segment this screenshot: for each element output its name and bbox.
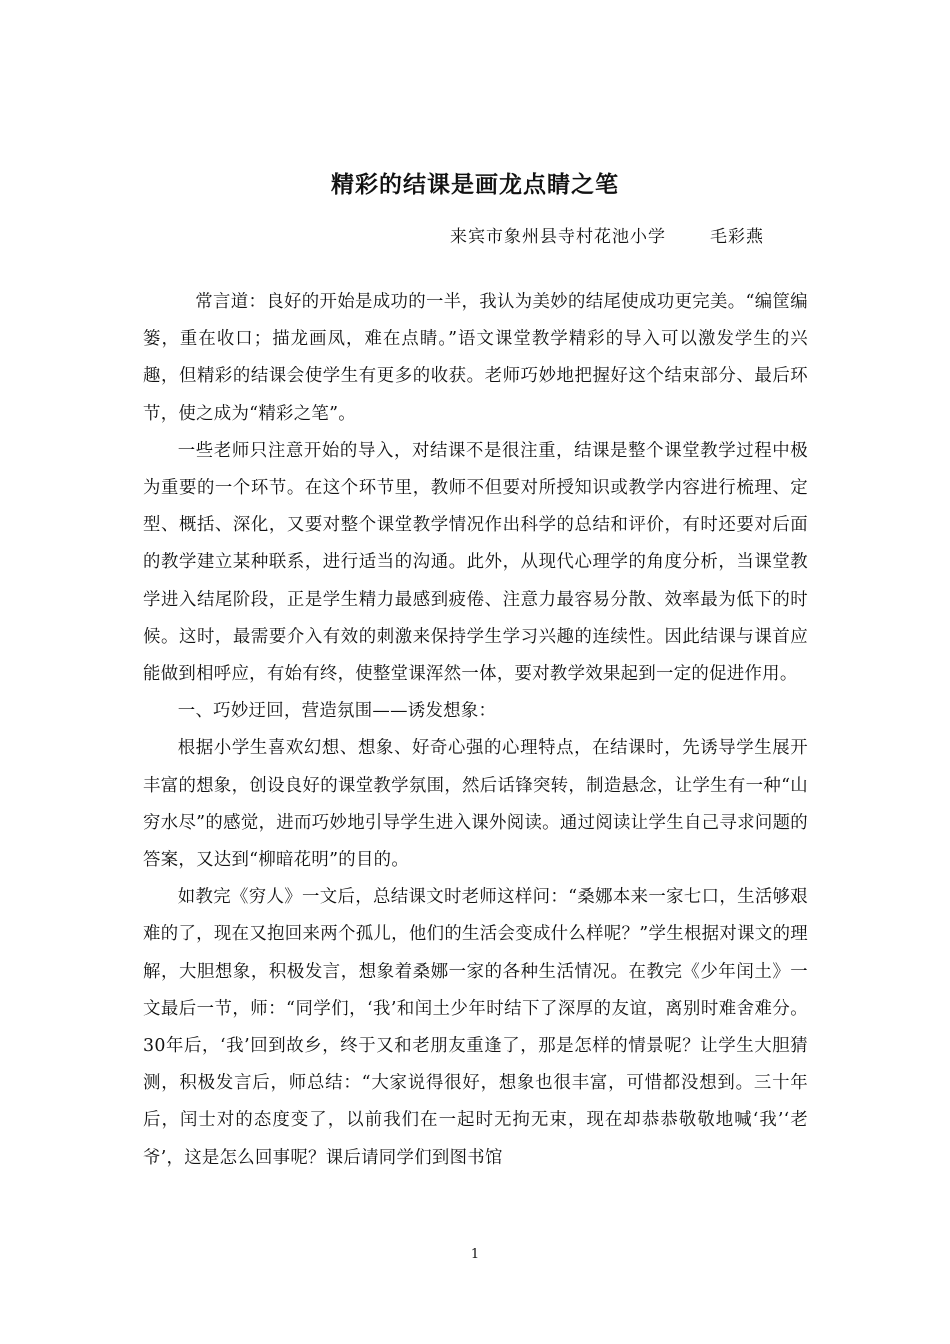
author-name: 毛彩燕 <box>710 227 764 247</box>
document-body <box>143 284 808 1177</box>
paragraph: 如教完《穷人》一文后，总结课文时老师这样问：“桑娜本来一家七口，生活够艰难的了，现在又抱回来两个孤儿，他们的生活会变成什么样呢？”学生根据对课文的理解，大胆想象，积极发言，想象着桑娜一家的各种生活情况。在教完《少年闰土》一文最后一节，师：“同学们，‘我’和闰土少年时结下了深厚的友谊，离别时难舍难分。30年后，‘我’回到故乡，终于又和老朋友重逢了，那是怎样的情景呢？让学生大胆猜测，积极发言后，师总结：“大家说得很好，想象也很丰富，可惜都没想到。三十年后，闰士对的态度变了，以前我们在一起时无拘无束，现在却恭恭敬敬地喊‘我’‘老爷’，这是怎么回事呢？课后请同学们到图书馆 <box>143 887 808 1168</box>
paragraph: 根据小学生喜欢幻想、想象、好奇心强的心理特点，在结课时，先诱导学生展开丰富的想象，创设良好的课堂教学氛围，然后话锋突转，制造悬念，让学生有一种“山穷水尽”的感觉，进而巧妙地引导学生进入课外阅读。通过阅读让学生自己寻求问题的答案，又达到“柳暗花明”的目的。 <box>143 738 808 871</box>
paragraph: 一些老师只注意开始的导入，对结课不是很注重，结课是整个课堂教学过程中极为重要的一个环节。在这个环节里，教师不但要对所授知识或教学内容进行梳理、定型、概括、深化，又要对整个课堂教学情况作出科学的总结和评价，有时还要对后面的教学建立某种联系，进行适当的沟通。此外，从现代心理学的角度分析，当课堂教学进入结尾阶段，正是学生精力最感到疲倦、注意力最容易分散、效率最为低下的时候。这时，最需要介入有效的刺激来保持学生学习兴趣的连续性。因此结课与课首应能做到相呼应，有始有终，使整堂课浑然一体，要对教学效果起到一定的促进作用。 <box>143 440 808 685</box>
page-number: 1 <box>470 1247 480 1262</box>
document-title: 精彩的结课是画龙点睛之笔 <box>331 171 619 198</box>
section-heading: 一、巧妙迂回，营造氛围——诱发想象： <box>177 701 497 722</box>
author-line <box>450 222 764 247</box>
author-school: 来宾市象州县寺村花池小学 <box>450 227 666 247</box>
paragraph: 常言道：良好的开始是成功的一半，我认为美妙的结尾使成功更完美。“编筐编篓，重在收口；描龙画凤，难在点睛。”语文课堂教学精彩的导入可以激发学生的兴趣，但精彩的结课会使学生有更多的收获。老师巧妙地把握好这个结束部分、最后环节，使之成为“精彩之笔”。 <box>143 292 808 424</box>
